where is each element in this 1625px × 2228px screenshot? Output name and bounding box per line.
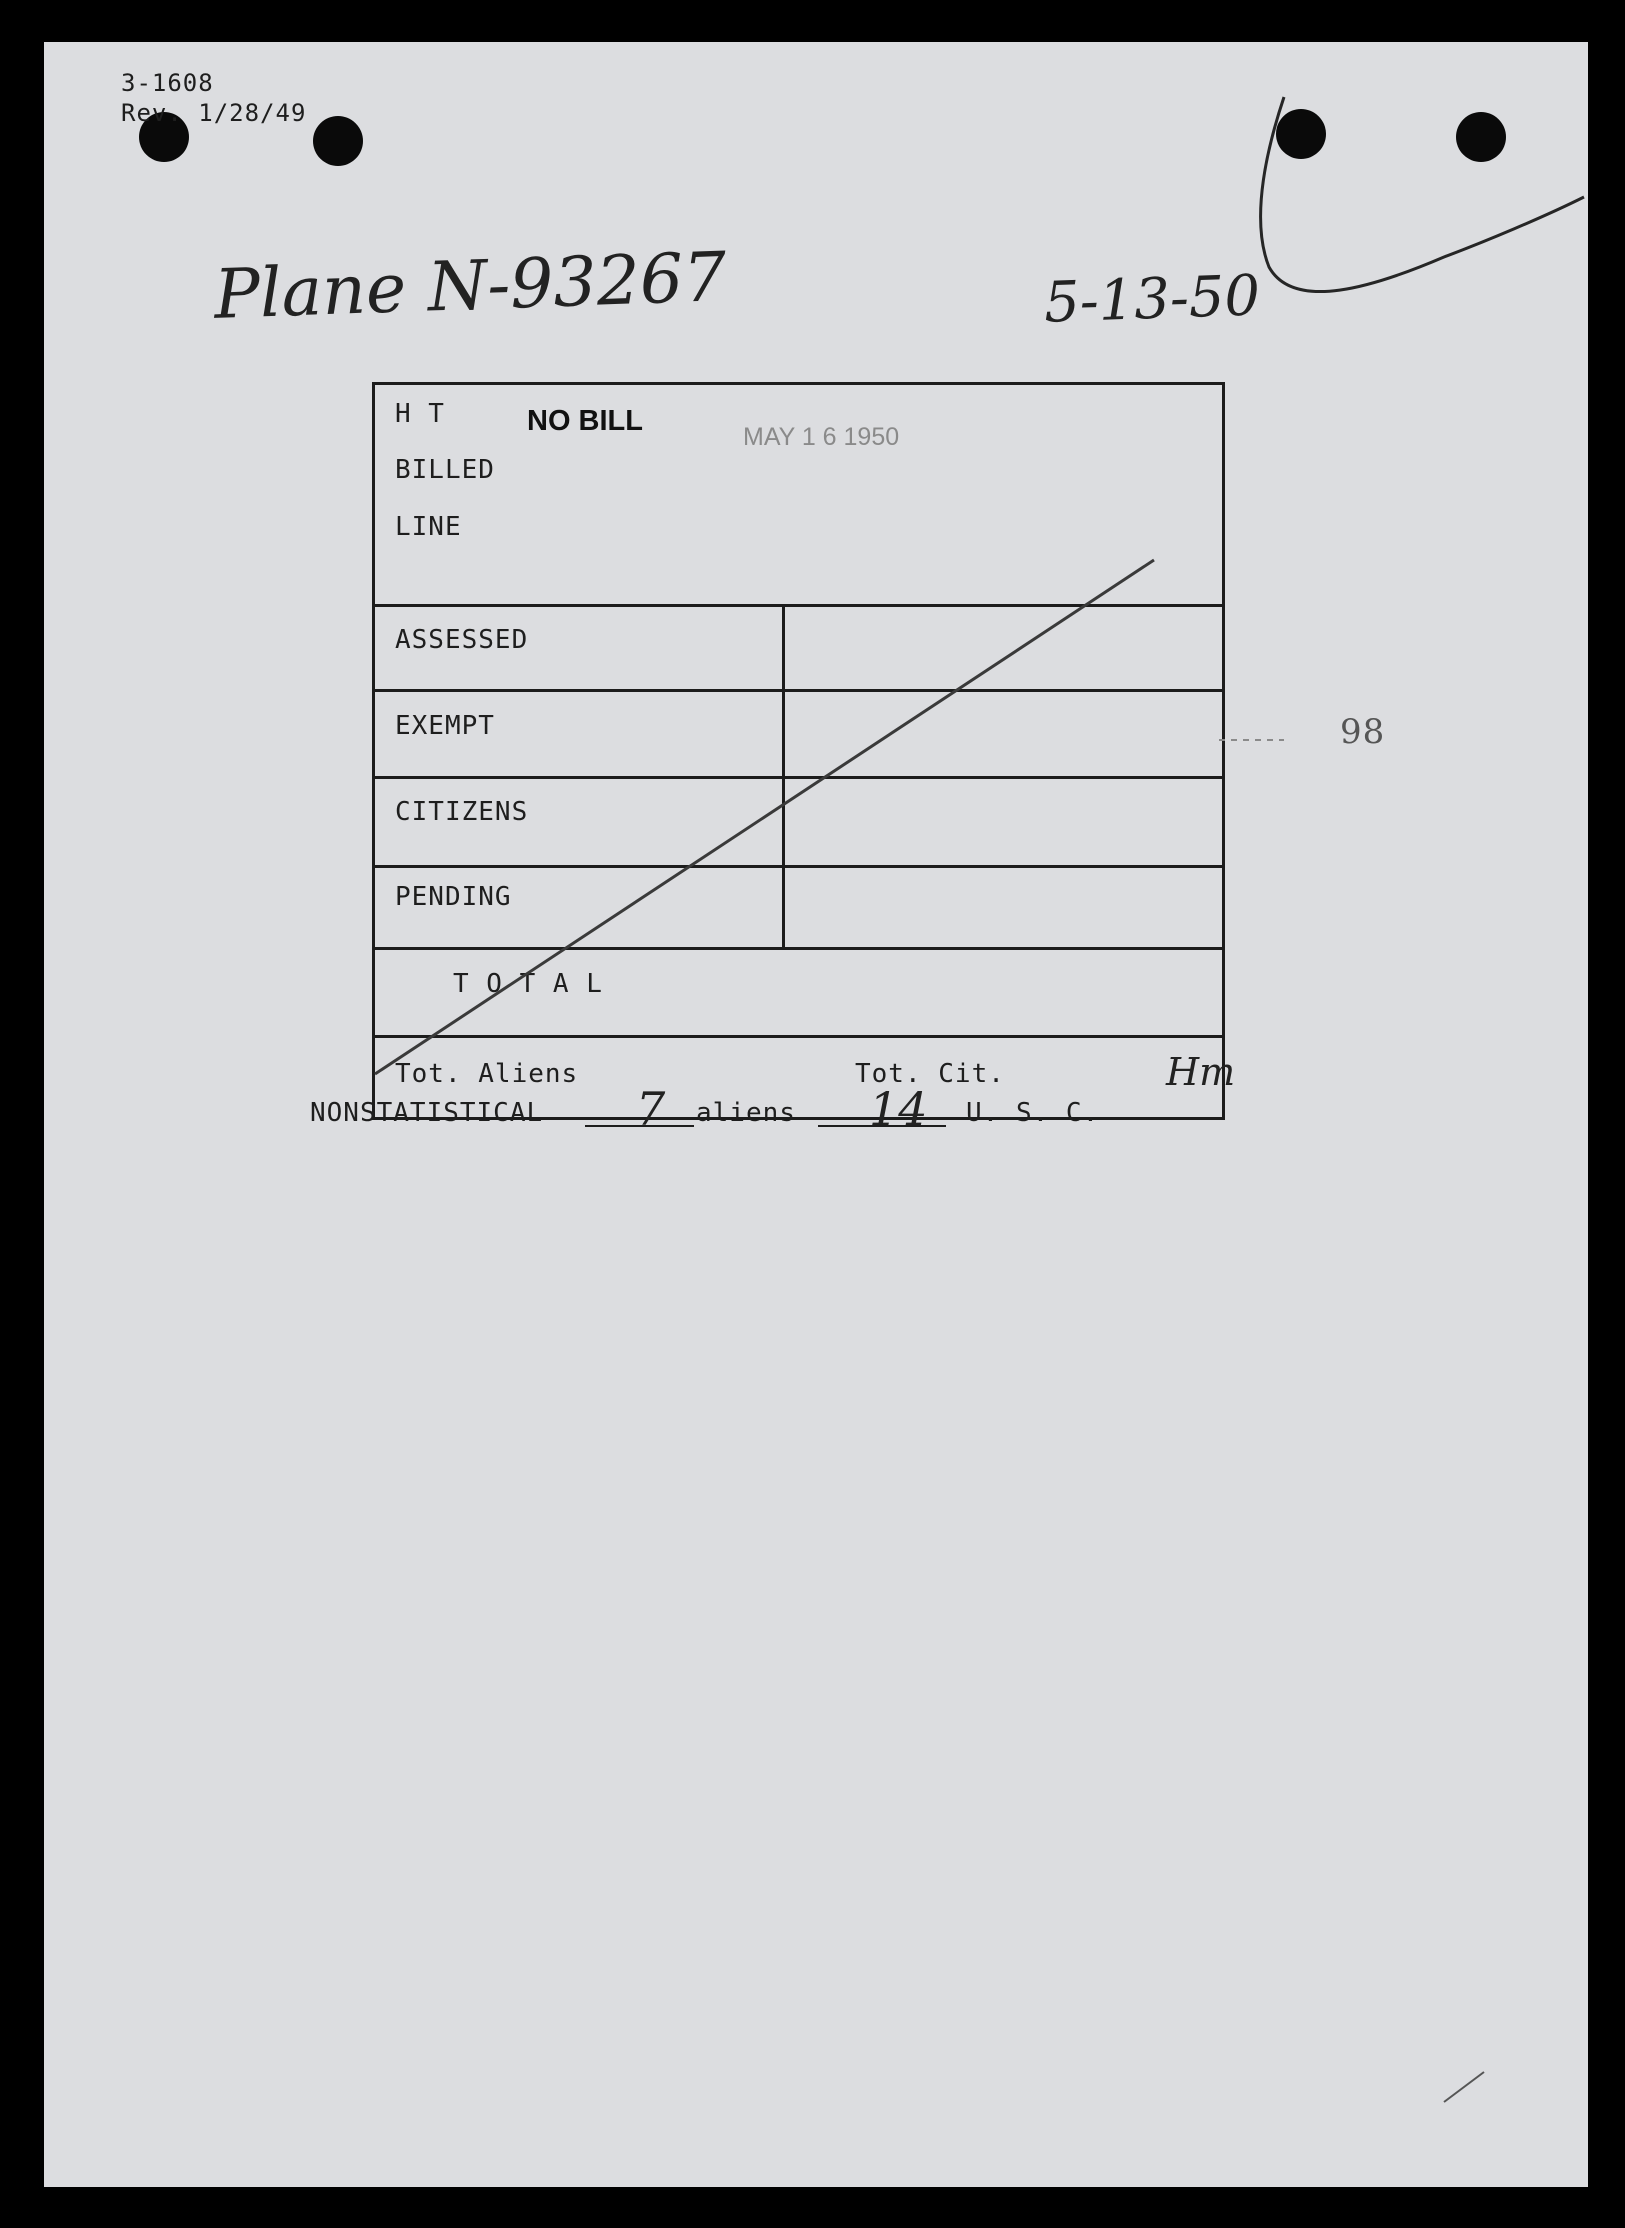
form-revision: Rev. 1/28/49: [121, 99, 307, 127]
aliens-label: aliens: [696, 1098, 796, 1128]
handwritten-initials: Hm: [1166, 1050, 1236, 1094]
no-bill-stamp: NO BILL: [527, 405, 643, 437]
document-page: [44, 42, 1588, 2187]
handwritten-aliens-count: 7: [636, 1082, 666, 1136]
handwritten-date: 5-13-50: [1042, 263, 1262, 336]
stray-mark: [1444, 2072, 1484, 2102]
handwritten-plane-number: Plane N-93267: [212, 238, 728, 335]
billed-label: BILLED: [395, 455, 495, 485]
pending-label: PENDING: [395, 882, 512, 912]
usc-label: U. S. C.: [966, 1098, 1100, 1128]
assessed-label: ASSESSED: [395, 625, 529, 655]
total-label: T O T A L: [453, 969, 603, 999]
side-number: 98: [1340, 712, 1386, 752]
exempt-label: EXEMPT: [395, 711, 495, 741]
form-number: 3-1608: [121, 69, 214, 97]
diagonal-cancel-line: [375, 560, 1154, 1074]
pen-marks: [44, 42, 1588, 2187]
line-label: LINE: [395, 512, 462, 542]
tot-cit-label: Tot. Cit.: [855, 1059, 1005, 1089]
tot-aliens-label: Tot. Aliens: [395, 1059, 579, 1089]
date-received-stamp: MAY 1 6 1950: [743, 423, 900, 451]
citizens-label: CITIZENS: [395, 797, 529, 827]
corner-pen-stroke: [1261, 97, 1584, 292]
handwritten-usc-count: 14: [869, 1082, 928, 1136]
ht-label: H T: [395, 399, 445, 429]
nonstatistical-label: NONSTATISTICAL: [310, 1098, 544, 1128]
